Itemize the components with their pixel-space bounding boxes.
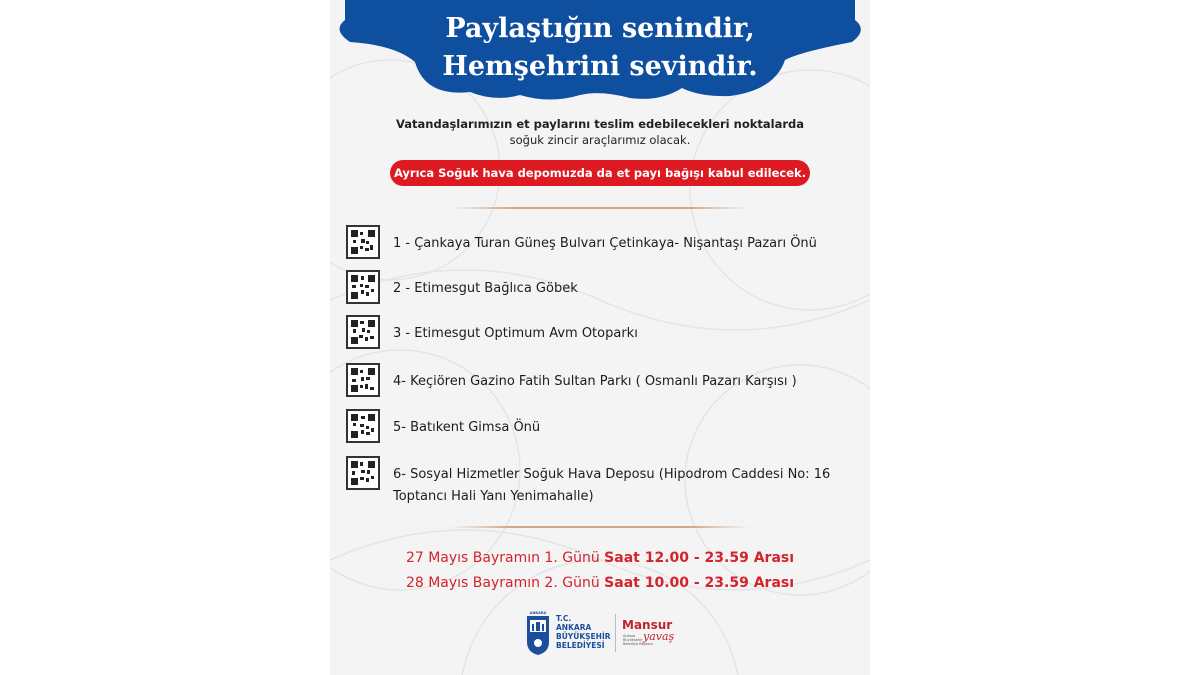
qr-code-icon[interactable] (346, 225, 380, 259)
qr-code-icon[interactable] (346, 315, 380, 349)
abb-line-1: ANKARA (556, 623, 592, 632)
mansur-signature: yavaş (643, 630, 675, 643)
notice-pill: Ayrıca Soğuk hava depomuzda da et payı bağışı kabul edilecek. (390, 160, 810, 186)
qr-code-icon[interactable] (346, 456, 380, 490)
mansur-wordmark: Mansur (622, 618, 673, 632)
schedule-time: Saat 10.00 - 23.59 Arası (604, 575, 795, 591)
schedule-time: Saat 12.00 - 23.59 Arası (604, 550, 795, 566)
schedule-day: 28 Mayıs Bayramın 2. Günü (405, 575, 600, 591)
abb-line-2: BÜYÜKŞEHİR (556, 632, 611, 641)
schedule-row (330, 546, 870, 571)
location-text: 6- Sosyal Hizmetler Soğuk Hava Deposu (Hipodrom Caddesi No: 16 Toptancı Hali Yanı Yenimahalle) (393, 467, 831, 504)
divider-top (450, 207, 750, 209)
intro-line-2: soğuk zincir araçlarımız olacak. (509, 133, 691, 147)
intro-line-1: Vatandaşlarımızın et paylarını teslim edebilecekleri noktalarda (395, 117, 804, 131)
footer-logos (525, 610, 685, 660)
qr-code-icon[interactable] (346, 270, 380, 304)
qr-code-icon[interactable] (346, 363, 380, 397)
headline-line-1: Paylaştığın senindir, (445, 13, 755, 44)
location-text: 5- Batıkent Gimsa Önü (393, 420, 541, 435)
headline (330, 10, 870, 86)
headline-line-2: Hemşehrini sevindir. (442, 51, 758, 82)
location-text: 2 - Etimesgut Bağlıca Göbek (393, 281, 578, 296)
location-text: 3 - Etimesgut Optimum Avm Otoparkı (393, 326, 638, 341)
location-text: 1 - Çankaya Turan Güneş Bulvarı Çetinkaya- Nişantaşı Pazarı Önü (393, 236, 817, 251)
intro-text (370, 116, 830, 148)
schedule-row (330, 571, 870, 596)
location-text: 4- Keçiören Gazino Fatih Sultan Parkı ( Osmanlı Pazarı Karşısı ) (393, 374, 797, 389)
schedule (330, 546, 870, 596)
qr-code-icon[interactable] (346, 409, 380, 443)
ankara-shield-logo (525, 610, 551, 656)
abb-line-3: BELEDİYESİ (556, 641, 605, 650)
abb-tc: T.C. (556, 614, 572, 623)
logo-separator (615, 614, 616, 652)
abb-wordmark (556, 614, 611, 650)
poster (330, 0, 870, 675)
mansur-subtitle: Ankara Büyükşehir Belediye Başkanı (623, 634, 653, 646)
divider-bottom (450, 526, 750, 528)
abb-top-text: ANKARA (529, 611, 547, 615)
schedule-day: 27 Mayıs Bayramın 1. Günü (405, 550, 600, 566)
